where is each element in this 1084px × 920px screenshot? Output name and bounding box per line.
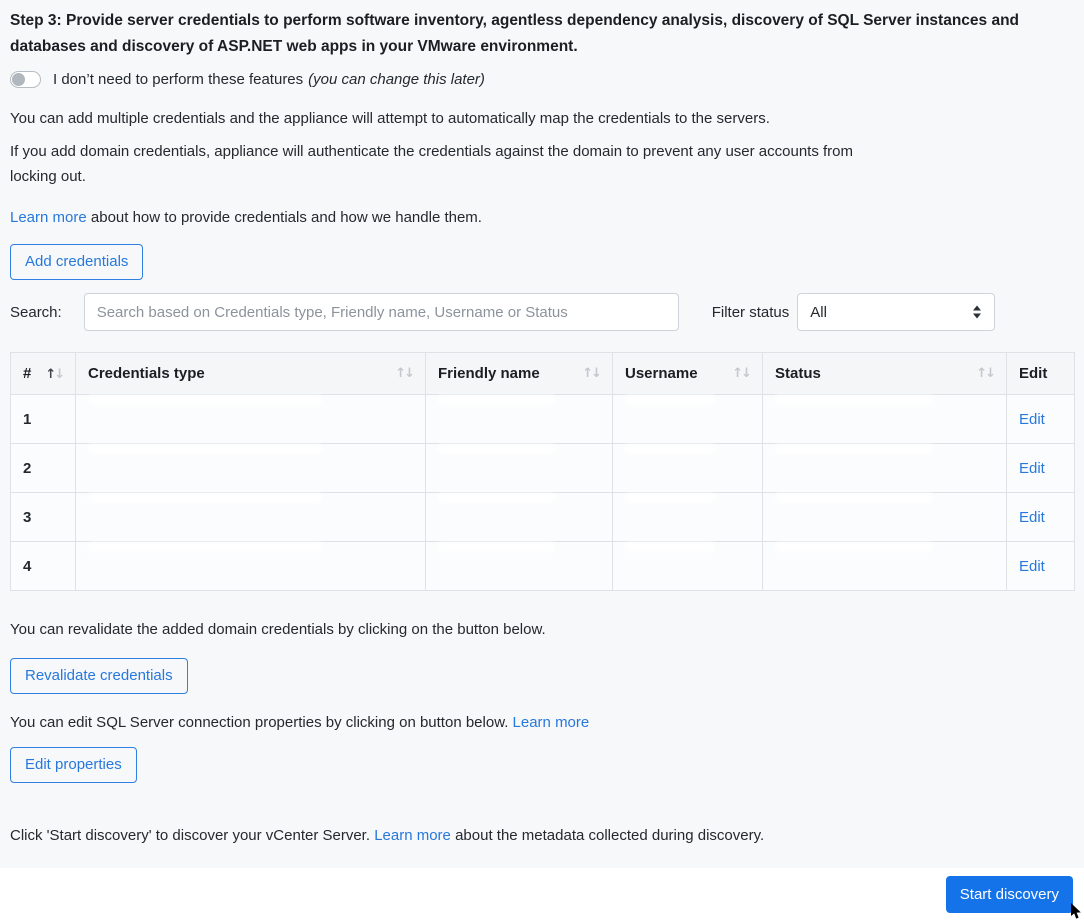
discovery-text-before: Click 'Start discovery' to discover your vCenter Server. [10, 827, 375, 844]
search-label: Search: [10, 303, 62, 321]
intro-paragraph-2-line2: locking out. [10, 168, 86, 185]
row-number: 3 [11, 493, 76, 542]
sql-learn-more-link[interactable]: Learn more [512, 714, 590, 731]
column-header-number[interactable]: # ↑↓ [11, 353, 76, 395]
cell-friendly-name [426, 542, 613, 591]
toggle-knob-icon [12, 73, 25, 86]
search-filter-row [10, 293, 1074, 331]
sort-icon: ↑↓ [582, 366, 600, 381]
credentials-table-header-row [11, 353, 1075, 395]
toggle-label: I don’t need to perform these features [53, 70, 304, 88]
toggle-note: (you can change this later) [308, 70, 485, 88]
sql-properties-description [10, 710, 1074, 735]
cell-username [613, 493, 763, 542]
credentials-learn-more-line [10, 205, 1074, 230]
revalidate-description: You can revalidate the added domain credentials by clicking on the button below. [10, 621, 546, 638]
edit-row-link[interactable]: Edit [1019, 410, 1045, 428]
column-header-friendly-name[interactable]: Friendly name ↑↓ [426, 353, 613, 395]
credentials-table [10, 352, 1075, 591]
credentials-learn-more-rest: about how to provide credentials and how we handle them. [86, 209, 482, 226]
sql-properties-text: You can edit SQL Server connection properties by clicking on button below. [10, 714, 513, 731]
cell-username [613, 395, 763, 444]
cell-status [763, 493, 1007, 542]
skip-features-toggle-row [10, 68, 1074, 90]
cell-credentials-type [76, 493, 426, 542]
table-row [11, 444, 1075, 493]
cell-status [763, 542, 1007, 591]
column-header-credentials-type[interactable]: Credentials type ↑↓ [76, 353, 426, 395]
cell-username [613, 444, 763, 493]
discovery-text-after: about the metadata collected during discovery. [450, 827, 765, 844]
mouse-cursor-icon [1070, 903, 1084, 920]
cell-friendly-name [426, 493, 613, 542]
start-discovery-description [10, 823, 1074, 848]
column-header-username[interactable]: Username ↑↓ [613, 353, 763, 395]
edit-properties-button[interactable]: Edit properties [10, 747, 137, 783]
filter-status-label: Filter status [711, 303, 790, 321]
cell-username [613, 542, 763, 591]
step-heading-line2: databases and discovery of ASP.NET web apps in your VMware environment. [10, 38, 578, 55]
step-heading [10, 8, 1074, 60]
cell-credentials-type [76, 395, 426, 444]
cell-status [763, 395, 1007, 444]
edit-row-link[interactable]: Edit [1019, 508, 1045, 526]
add-credentials-button[interactable]: Add credentials [10, 244, 143, 280]
start-discovery-button[interactable]: Start discovery [946, 876, 1073, 913]
cell-status [763, 444, 1007, 493]
edit-row-link[interactable]: Edit [1019, 459, 1045, 477]
search-input[interactable] [84, 293, 679, 331]
sort-icon: ↑↓ [45, 367, 64, 382]
row-number: 4 [11, 542, 76, 591]
column-header-edit: Edit [1007, 353, 1075, 395]
skip-features-toggle[interactable] [10, 71, 41, 88]
intro-paragraph-2 [10, 139, 1074, 189]
row-number: 2 [11, 444, 76, 493]
footer-bar [0, 868, 1084, 920]
cell-credentials-type [76, 444, 426, 493]
table-row [11, 493, 1075, 542]
cell-friendly-name [426, 444, 613, 493]
sort-icon: ↑↓ [732, 366, 750, 381]
cell-friendly-name [426, 395, 613, 444]
revalidate-credentials-button[interactable]: Revalidate credentials [10, 658, 188, 694]
credentials-learn-more-link[interactable]: Learn more [10, 209, 87, 226]
cell-credentials-type [76, 542, 426, 591]
select-updown-icon [973, 306, 981, 319]
filter-status-select[interactable] [797, 293, 995, 331]
filter-status-value: All [810, 303, 827, 321]
step-heading-line1: Step 3: Provide server credentials to perform software inventory, agentless dependency analysis, discovery of SQL Server instances and [10, 12, 1020, 29]
intro-paragraph-2-line1: If you add domain credentials, appliance will authenticate the credentials against the domain to prevent any user accounts from [10, 143, 853, 160]
sort-icon: ↑↓ [976, 366, 994, 381]
column-header-status[interactable]: Status ↑↓ [763, 353, 1007, 395]
edit-row-link[interactable]: Edit [1019, 557, 1045, 575]
table-row [11, 395, 1075, 444]
discovery-learn-more-link[interactable]: Learn more [374, 827, 451, 844]
row-number: 1 [11, 395, 76, 444]
intro-paragraph-1: You can add multiple credentials and the appliance will attempt to automatically map the credentials to the servers. [10, 110, 770, 127]
table-row [11, 542, 1075, 591]
sort-icon: ↑↓ [395, 366, 413, 381]
